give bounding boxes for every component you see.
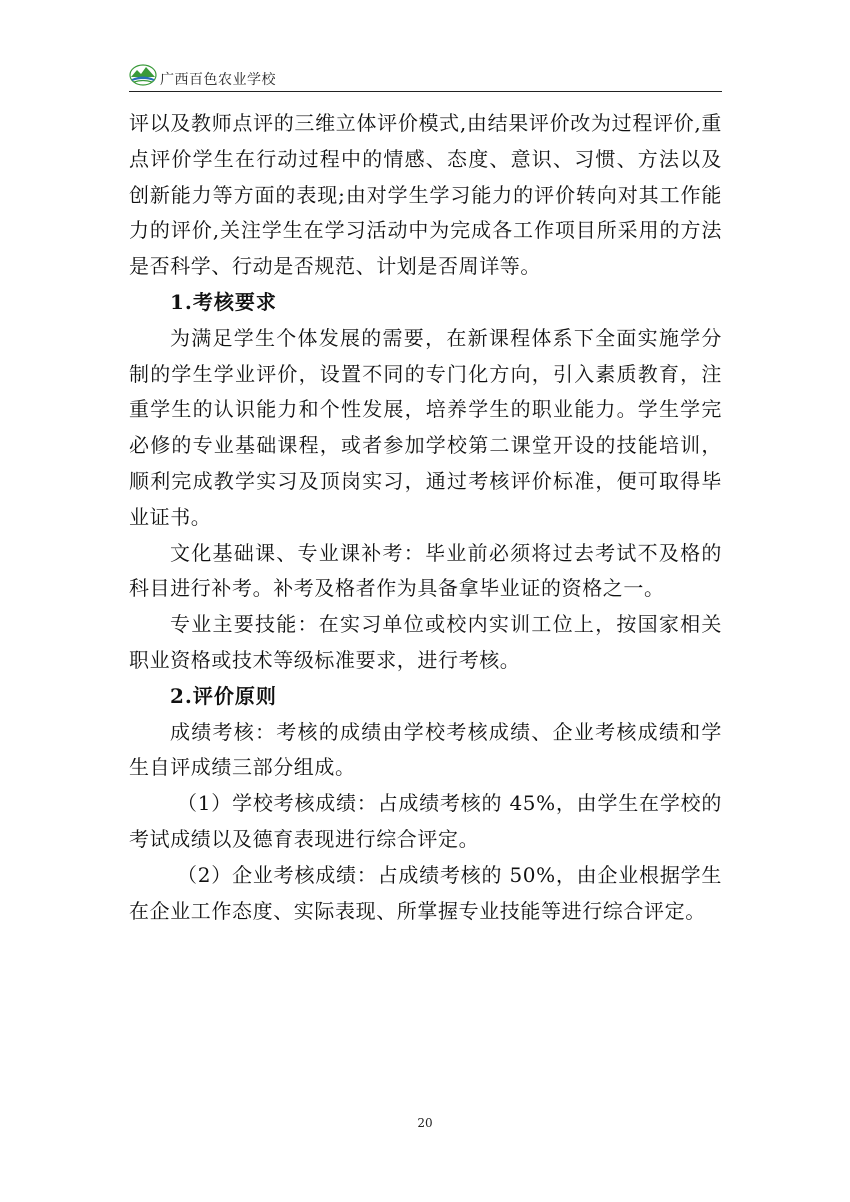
paragraph-makeup-exam: 文化基础课、专业课补考：毕业前必须将过去考试不及格的科目进行补考。补考及格者作为具备拿毕业证的资格之一。 (129, 540, 722, 601)
school-logo-icon (129, 62, 157, 86)
paragraph-grade-composition: 成绩考核：考核的成绩由学校考核成绩、企业考核成绩和学生自评成绩三部分组成。 (129, 719, 722, 780)
page-header (129, 60, 722, 92)
header-divider (129, 91, 722, 92)
paragraph-main-skills: 专业主要技能：在实习单位或校内实训工位上，按国家相关职业资格或技术等级标准要求，进行考核。 (129, 612, 722, 672)
page-number: 20 (417, 1116, 433, 1130)
heading-evaluation-principles: 2.评价原则 (170, 683, 277, 708)
heading-assessment-requirements: 1.考核要求 (170, 289, 277, 314)
paragraph-school-assessment: （1）学校考核成绩：占成绩考核的 45%，由学生在学校的考试成绩以及德育表现进行综合评定。 (129, 791, 722, 851)
paragraph-evaluation-mode: 评以及教师点评的三维立体评价模式,由结果评价改为过程评价,重点评价学生在行动过程中的情感、态度、意识、习惯、方法以及创新能力等方面的表现;由对学生学习能力的评价转向对其工作能力的评价,关注学生在学习活动中为完成各工作项目所采用的方法是否科学、行动是否规范、计划是否周详等。 (129, 111, 722, 279)
school-name: 广西百色农业学校 (160, 72, 276, 88)
paragraph-credit-system: 为满足学生个体发展的需要，在新课程体系下全面实施学分制的学生学业评价，设置不同的专门化方向，引入素质教育，注重学生的认识能力和个性发展，培养学生的职业能力。学生学完必修的专业基础课程，或者参加学校第二课堂开设的技能培训，顺利完成教学实习及顶岗实习，通过考核评价标准，便可取得毕业证书。 (129, 325, 722, 529)
paragraph-enterprise-assessment: （2）企业考核成绩：占成绩考核的 50%，由企业根据学生在企业工作态度、实际表现、所掌握专业技能等进行综合评定。 (129, 862, 722, 923)
document-body (129, 106, 722, 929)
